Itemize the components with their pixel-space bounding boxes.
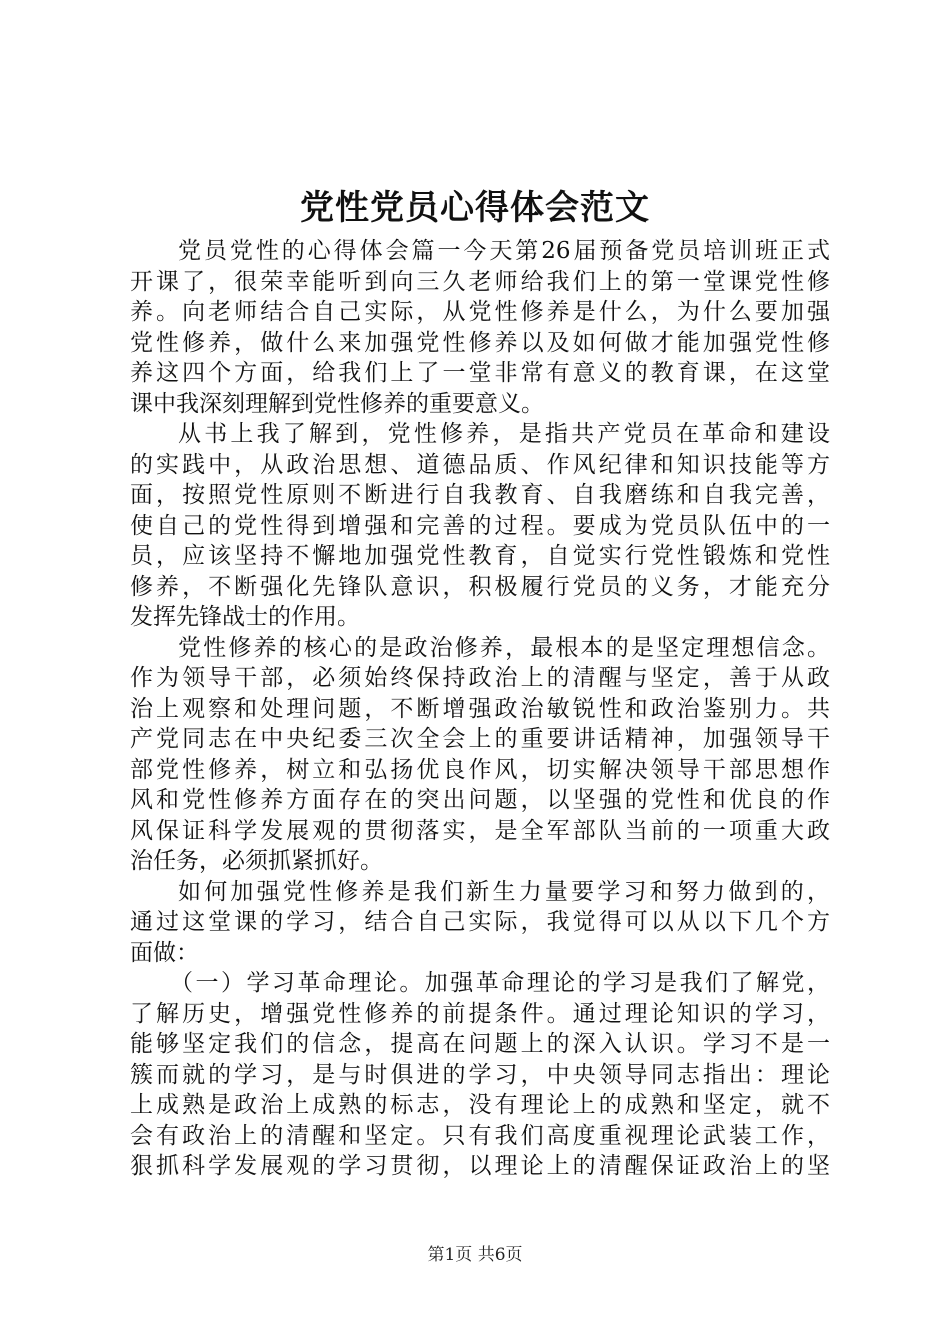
- text-line: 能够坚定我们的信念，提高在问题上的深入认识。学习不是一: [130, 1031, 830, 1057]
- text-line: 通过这堂课的学习，结合自己实际，我觉得可以从以下几个方: [130, 909, 830, 935]
- text-line: 使自己的党性得到增强和完善的过程。要成为党员队伍中的一: [130, 512, 830, 539]
- text-line: 风保证科学发展观的贯彻落实，是全军部队当前的一项重大政: [130, 817, 830, 844]
- text-line: 簇而就的学习，是与时俱进的学习，中央领导同志指出：理论: [130, 1061, 830, 1088]
- document-body: [130, 236, 830, 1182]
- text-line: 如何加强党性修养是我们新生力量要学习和努力做到的，: [178, 878, 830, 905]
- text-line: 会有政治上的清醒和坚定。只有我们高度重视理论武装工作，: [130, 1122, 830, 1149]
- text-line: 开课了，很荣幸能听到向三久老师给我们上的第一堂课党性修: [130, 268, 830, 295]
- text-line: 课中我深刻理解到党性修养的重要意义。: [130, 390, 544, 417]
- text-line: 修养，不断强化先锋队意识，积极履行党员的义务，才能充分: [130, 573, 830, 600]
- text-line: 治上观察和处理问题，不断增强政治敏锐性和政治鉴别力。共: [130, 695, 830, 722]
- text-line: 作为领导干部，必须始终保持政治上的清醒与坚定，善于从政: [130, 665, 830, 691]
- text-line: （一）学习革命理论。加强革命理论的学习是我们了解党，: [170, 970, 830, 996]
- text-line: 面做：: [130, 939, 199, 966]
- text-line: 党性修养，做什么来加强党性修养以及如何做才能加强党性修: [130, 329, 830, 356]
- text-line: 了解历史，增强党性修养的前提条件。通过理论知识的学习，: [130, 1000, 830, 1027]
- page-title: 党性党员心得体会范文: [300, 188, 650, 228]
- text-line: 党员党性的心得体会篇一今天第26届预备党员培训班正式: [178, 238, 830, 264]
- text-line: 产党同志在中央纪委三次全会上的重要讲话精神，加强领导干: [130, 726, 830, 752]
- text-line: 风和党性修养方面存在的突出问题，以坚强的党性和优良的作: [130, 787, 830, 813]
- text-line: 党性修养的核心的是政治修养，最根本的是坚定理想信念。: [178, 634, 830, 661]
- text-line: 养。向老师结合自己实际，从党性修养是什么，为什么要加强: [130, 299, 830, 325]
- text-line: 狠抓科学发展观的学习贯彻，以理论上的清醒保证政治上的坚: [130, 1153, 830, 1179]
- text-line: 上成熟是政治上成熟的标志，没有理论上的成熟和坚定，就不: [130, 1092, 830, 1118]
- text-line: 养这四个方面，给我们上了一堂非常有意义的教育课，在这堂: [130, 360, 830, 386]
- text-line: 面，按照党性原则不断进行自我教育、自我磨练和自我完善，: [130, 482, 830, 508]
- text-line: 治任务，必须抓紧抓好。: [130, 848, 383, 874]
- text-line: 的实践中，从政治思想、道德品质、作风纪律和知识技能等方: [130, 451, 830, 478]
- text-line: 发挥先锋战士的作用。: [130, 604, 360, 630]
- page-footer: 第1页 共6页: [427, 1245, 523, 1265]
- text-line: 从书上我了解到，党性修养，是指共产党员在革命和建设: [178, 421, 830, 447]
- text-line: 员，应该坚持不懈地加强党性教育，自觉实行党性锻炼和党性: [130, 543, 830, 569]
- text-line: 部党性修养，树立和弘扬优良作风，切实解决领导干部思想作: [130, 756, 830, 783]
